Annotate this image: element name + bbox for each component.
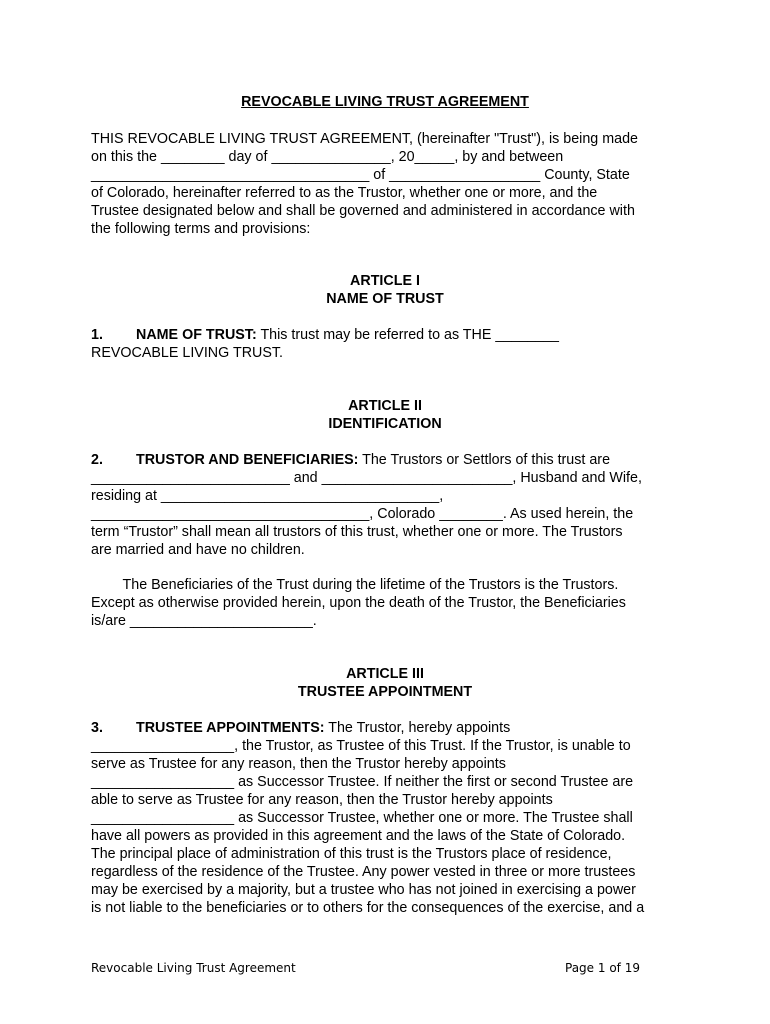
intro-line-5: Trustee designated below and shall be governed and administered in accordance with: [91, 203, 635, 219]
section-2-line-5: term “Trustor” shall mean all trustors of this trust, whether one or more. The Trustors: [91, 524, 623, 540]
article-3-heading: ARTICLE III: [346, 666, 424, 682]
section-3-line-2: __________________, the Trustor, as Trustee of this Trust. If the Trustor, is unable to: [91, 738, 631, 754]
article-1-heading: ARTICLE I: [350, 273, 420, 289]
section-2-line-1: [91, 451, 610, 469]
section-2-label: TRUSTOR AND BENEFICIARIES:: [136, 452, 359, 468]
section-2-line-2: _________________________ and ________________________, Husband and Wife,: [91, 470, 642, 486]
intro-line-6: the following terms and provisions:: [91, 221, 311, 237]
section-3-line-4: __________________ as Successor Trustee. If neither the first or second Trustee are: [91, 774, 634, 790]
intro-line-1: THIS REVOCABLE LIVING TRUST AGREEMENT, (hereinafter "Trust"), is being made: [91, 131, 638, 147]
intro-line-3: ___________________________________ of ___________________ County, State: [91, 167, 630, 183]
section-2-line-6: are married and have no children.: [91, 542, 305, 558]
beneficiaries-line-2: Except as otherwise provided herein, upon the death of the Trustor, the Beneficiaries: [91, 595, 626, 611]
section-3-line-10: may be exercised by a majority, but a trustee who has not joined in exercising a power: [91, 882, 636, 898]
section-3-text: The Trustor, hereby appoints: [324, 720, 511, 736]
section-3-line-3: serve as Trustee for any reason, then the Trustor hereby appoints: [91, 756, 506, 772]
section-1-label: NAME OF TRUST:: [136, 327, 257, 343]
section-3-line-1: [91, 719, 510, 737]
section-1-text: This trust may be referred to as THE ________: [256, 327, 559, 343]
intro-line-2: on this the ________ day of _______________, 20_____, by and between: [91, 149, 564, 165]
beneficiaries-line-1: The Beneficiaries of the Trust during the lifetime of the Trustors is the Trustors.: [91, 577, 619, 593]
section-2-line-3: residing at ___________________________________,: [91, 488, 444, 504]
footer-title: Revocable Living Trust Agreement: [91, 961, 296, 975]
section-3-line-5: able to serve as Trustee for any reason, then the Trustor hereby appoints: [91, 792, 553, 808]
section-2-number: 2.: [91, 452, 103, 468]
section-2-text: The Trustors or Settlors of this trust are: [358, 452, 611, 468]
footer-page-number: Page 1 of 19: [565, 961, 640, 975]
section-1-line-2: REVOCABLE LIVING TRUST.: [91, 345, 284, 361]
section-3-number: 3.: [91, 720, 103, 736]
section-3-line-9: regardless of the residence of the Trustee. Any power vested in three or more trustees: [91, 864, 636, 880]
beneficiaries-line-3: is/are _______________________.: [91, 613, 317, 629]
section-3-line-6: __________________ as Successor Trustee, whether one or more. The Trustee shall: [91, 810, 633, 826]
section-3-line-11: is not liable to the beneficiaries or to others for the consequences of the exercise, and a: [91, 900, 645, 916]
intro-line-4: of Colorado, hereinafter referred to as the Trustor, whether one or more, and the: [91, 185, 598, 201]
article-2-heading: ARTICLE II: [348, 398, 422, 414]
section-1-line-1: [91, 326, 559, 344]
article-3-subheading: TRUSTEE APPOINTMENT: [297, 684, 473, 700]
section-3-label: TRUSTEE APPOINTMENTS:: [136, 720, 325, 736]
article-2-subheading: IDENTIFICATION: [328, 416, 442, 432]
section-3-line-8: The principal place of administration of this trust is the Trustors place of residence,: [91, 846, 612, 862]
section-1-number: 1.: [91, 327, 103, 343]
article-1-subheading: NAME OF TRUST: [326, 291, 444, 307]
section-2-line-4: ___________________________________, Colorado ________. As used herein, the: [91, 506, 634, 522]
section-3-line-7: have all powers as provided in this agreement and the laws of the State of Colorado.: [91, 828, 626, 844]
document-title: REVOCABLE LIVING TRUST AGREEMENT: [241, 94, 529, 110]
